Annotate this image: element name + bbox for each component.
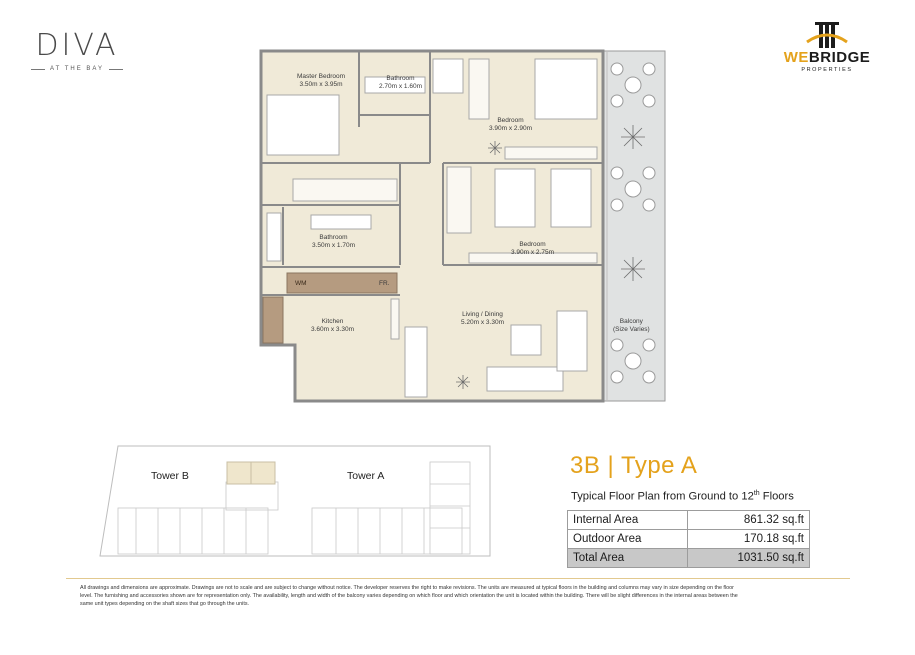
room-name: Bathroom [386,75,415,82]
room-bathroom-2 [312,234,355,250]
room-name: Master Bedroom [297,73,346,80]
area-value: 1031.50 sq.ft [688,549,810,568]
appliance-fridge-label: FR. [379,280,390,287]
room-dimensions: 3.50m x 3.95m [299,81,343,88]
room-kitchen [311,318,354,334]
table-row [568,530,810,549]
tower-a-label: Tower A [347,470,385,482]
unit-subtitle-text: Typical Floor Plan from Ground to 12 [571,490,754,503]
table-row [568,511,810,530]
diva-logo [26,30,128,72]
room-dimensions: 3.60m x 3.30m [311,326,354,333]
table-row-total [568,549,810,568]
diva-logo-tagline: AT THE BAY [50,66,104,72]
area-label: Internal Area [568,511,688,530]
webridge-emblem-icon [805,22,849,48]
webridge-logo-word [782,50,872,66]
room-dimensions: 2.70m x 1.60m [379,83,422,90]
room-name: Bathroom [319,234,348,241]
divider [109,69,123,70]
area-value: 861.32 sq.ft [688,511,810,530]
diva-logo-word: DIVA [35,28,119,63]
diva-logo-tagline-row [26,66,128,72]
webridge-logo-tagline: PROPERTIES [801,67,853,73]
divider [66,578,850,579]
key-plan-drawing [96,438,506,568]
floor-plan-drawing [255,45,667,409]
disclaimer-text: All drawings and dimensions are approximate. Drawings are not to scale and are subject to change without notice. The developer reserves the right to make revisions. The units are measured at typical floors in the building and columns may vary in size depending on the floor level. The furnishing and accessories shown are for representation only. The availability, length and width of the balcony varies depending on which floor and which orientation the unit is located within the building. There will be slight differences in the internal areas between the same unit types depending on the shaft sizes that go through the units. [80,585,738,607]
room-dimensions: 3.90m x 2.75m [511,249,554,256]
divider [31,69,45,70]
room-bedroom-2 [511,241,554,257]
webridge-logo-word-a: WE [783,49,809,66]
room-name: Bedroom [519,241,546,248]
room-bathroom-1 [379,75,422,91]
room-name: Living / Dining [462,311,503,318]
room-dimensions: 5.20m x 3.30m [461,319,504,326]
unit-subtitle-suffix: Floors [759,490,794,503]
appliance-wm-label: WM [295,280,307,287]
room-name: Balcony [619,318,643,325]
unit-subtitle-superscript: th [753,490,760,497]
area-label: Total Area [568,549,688,568]
webridge-logo-word-b: BRIDGE [808,49,871,66]
room-master-bedroom [297,73,345,89]
unit-title: 3B | Type A [570,452,698,479]
tower-key-plan [96,438,506,568]
room-bedroom-1 [489,117,532,133]
room-balcony [613,318,650,334]
webridge-logo [782,22,872,73]
room-living-dining [461,311,504,327]
floor-plan [255,45,667,409]
room-dimensions: (Size Varies) [613,326,650,333]
tower-b-label: Tower B [151,470,189,482]
room-dimensions: 3.90m x 2.90m [489,125,532,132]
unit-subtitle [571,490,794,503]
area-table [567,510,810,568]
room-name: Kitchen [321,318,344,325]
area-value: 170.18 sq.ft [688,530,810,549]
room-name: Bedroom [497,117,524,124]
room-dimensions: 3.50m x 1.70m [312,242,355,249]
area-label: Outdoor Area [568,530,688,549]
